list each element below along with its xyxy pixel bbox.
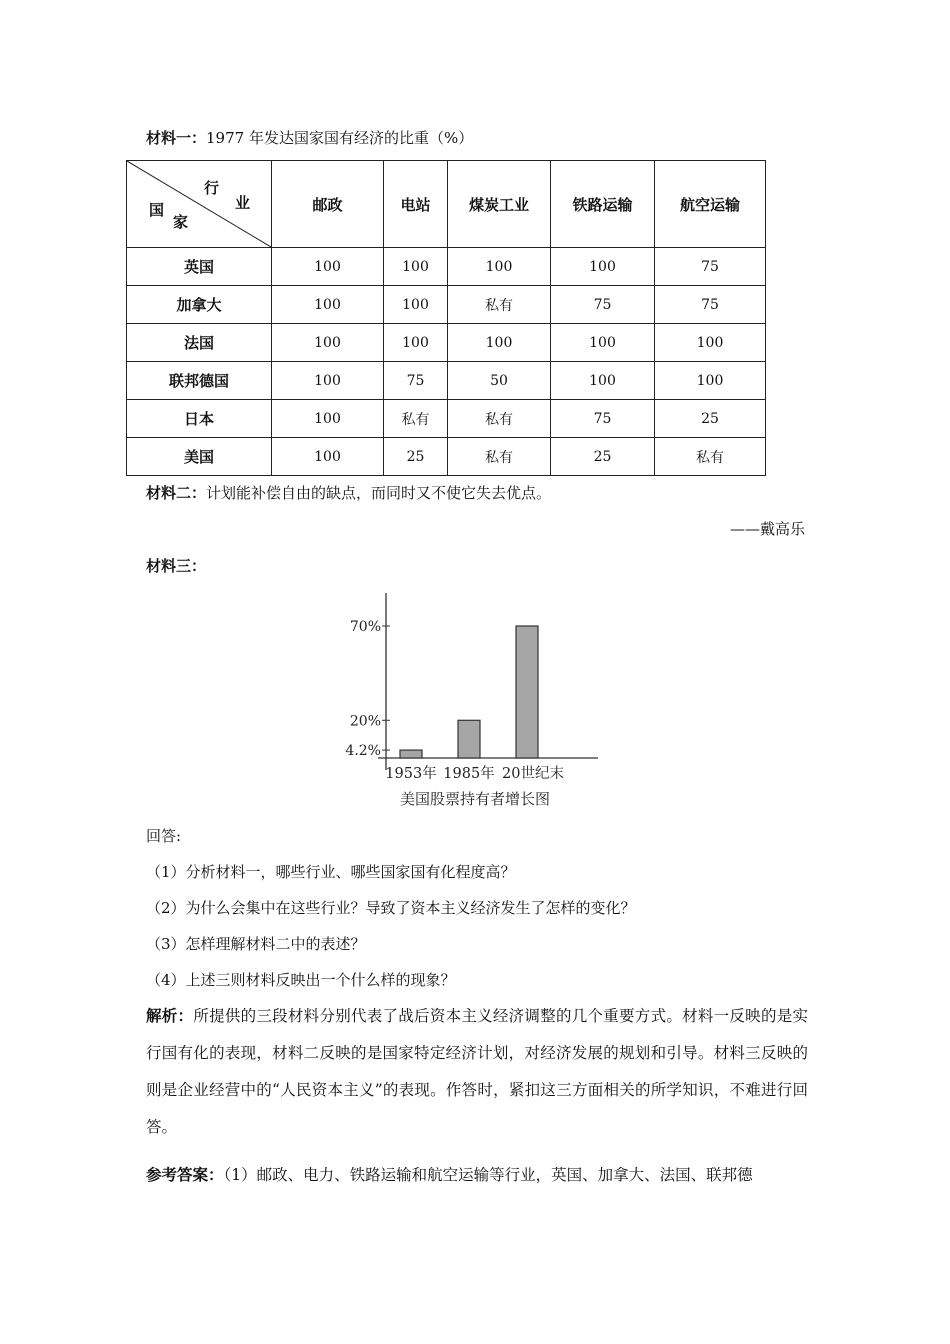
table-row xyxy=(127,286,766,324)
question-4: （4）上述三则材料反映出一个什么样的现象？ xyxy=(146,971,456,989)
analysis-text: 所提供的三段材料分别代表了战后资本主义经济调整的几个重要方式。材料一反映的是实行国有化的表现，材料二反映的是国家特定经济计划，对经济发展的规划和引导。材料三反映的则是企业经营中的“人民资本主义”的表现。作答时，紧扣这三方面相关的所学知识，不难进行回答。 xyxy=(146,1007,808,1136)
question-2: （2）为什么会集中在这些行业？导致了资本主义经济发生了怎样的变化？ xyxy=(146,899,636,917)
analysis-paragraph xyxy=(146,998,808,1146)
material3-label: 材料三： xyxy=(146,557,207,575)
value-cell: 75 xyxy=(655,286,766,324)
value-cell: 100 xyxy=(551,362,655,400)
country-cell: 法国 xyxy=(127,324,272,362)
value-cell: 100 xyxy=(272,362,384,400)
value-cell: 25 xyxy=(655,400,766,438)
table-row xyxy=(127,400,766,438)
chart-axes xyxy=(378,593,598,770)
corner-country-char-2: 家 xyxy=(173,213,189,231)
value-cell: 25 xyxy=(384,438,448,476)
value-cell: 私有 xyxy=(448,438,551,476)
question-1: （1）分析材料一，哪些行业、哪些国家国有化程度高？ xyxy=(146,863,516,881)
material1-label: 材料一： xyxy=(146,129,207,147)
value-cell: 100 xyxy=(655,362,766,400)
analysis-label: 解析： xyxy=(146,1007,194,1025)
country-cell: 英国 xyxy=(127,248,272,286)
material2-line xyxy=(146,483,551,503)
material1-title: 1977 年发达国家国有经济的比重（%） xyxy=(206,129,474,147)
value-cell: 100 xyxy=(272,324,384,362)
value-cell: 75 xyxy=(551,400,655,438)
quote-source: ——戴高乐 xyxy=(729,520,805,538)
column-header: 邮政 xyxy=(272,161,384,248)
y-tick-label-2: 20% xyxy=(349,713,381,730)
table-header-row xyxy=(127,161,766,248)
bar-1 xyxy=(400,750,422,758)
table-row xyxy=(127,324,766,362)
corner-industry-char-2: 业 xyxy=(235,194,251,212)
table-row xyxy=(127,248,766,286)
corner-industry-char-1: 行 xyxy=(204,179,220,197)
value-cell: 100 xyxy=(384,324,448,362)
value-cell: 100 xyxy=(551,248,655,286)
value-cell: 50 xyxy=(448,362,551,400)
question-3: （3）怎样理解材料二中的表述？ xyxy=(146,935,366,953)
x-category-label-1: 1953年 xyxy=(385,766,437,782)
column-header: 铁路运输 xyxy=(551,161,655,248)
value-cell: 75 xyxy=(384,362,448,400)
value-cell: 100 xyxy=(448,324,551,362)
table-row xyxy=(127,362,766,400)
y-tick-label-3: 70% xyxy=(349,619,381,635)
value-cell: 私有 xyxy=(448,400,551,438)
value-cell: 100 xyxy=(272,286,384,324)
value-cell: 75 xyxy=(655,248,766,286)
value-cell: 75 xyxy=(551,286,655,324)
material2-text: 计划能补偿自由的缺点，而同时又不使它失去优点。 xyxy=(206,484,552,502)
column-header: 煤炭工业 xyxy=(448,161,551,248)
value-cell: 100 xyxy=(272,400,384,438)
bar-3 xyxy=(516,626,538,758)
column-header: 航空运输 xyxy=(655,161,766,248)
value-cell: 100 xyxy=(272,248,384,286)
value-cell: 100 xyxy=(384,248,448,286)
value-cell: 100 xyxy=(655,324,766,362)
chart-bars xyxy=(400,626,538,758)
country-cell: 加拿大 xyxy=(127,286,272,324)
x-category-label-3: 20世纪末 xyxy=(502,766,564,782)
state-ownership-table xyxy=(126,160,766,476)
reference-answer-line xyxy=(146,1165,753,1185)
bar-2 xyxy=(458,720,480,758)
value-cell: 私有 xyxy=(448,286,551,324)
country-cell: 美国 xyxy=(127,438,272,476)
value-cell: 100 xyxy=(272,438,384,476)
value-cell: 私有 xyxy=(655,438,766,476)
country-cell: 日本 xyxy=(127,400,272,438)
table-row xyxy=(127,438,766,476)
corner-country-char-1: 国 xyxy=(149,201,165,219)
column-header: 电站 xyxy=(384,161,448,248)
country-cell: 联邦德国 xyxy=(127,362,272,400)
material1-heading xyxy=(146,128,473,148)
stockholder-growth-chart xyxy=(330,585,620,815)
chart-title: 美国股票持有者增长图 xyxy=(399,790,551,808)
answer-lead: 回答: xyxy=(146,827,182,845)
material2-label: 材料二： xyxy=(146,484,207,502)
table-corner-cell xyxy=(127,161,272,248)
value-cell: 100 xyxy=(384,286,448,324)
value-cell: 25 xyxy=(551,438,655,476)
x-category-label-2: 1985年 xyxy=(443,766,495,782)
value-cell: 100 xyxy=(551,324,655,362)
value-cell: 100 xyxy=(448,248,551,286)
value-cell: 私有 xyxy=(384,400,448,438)
y-tick-label-1: 4.2% xyxy=(345,743,381,760)
reference-text: （1）邮政、电力、铁路运输和航空运输等行业，英国、加拿大、法国、联邦德 xyxy=(223,1166,753,1184)
reference-label: 参考答案： xyxy=(146,1166,224,1184)
